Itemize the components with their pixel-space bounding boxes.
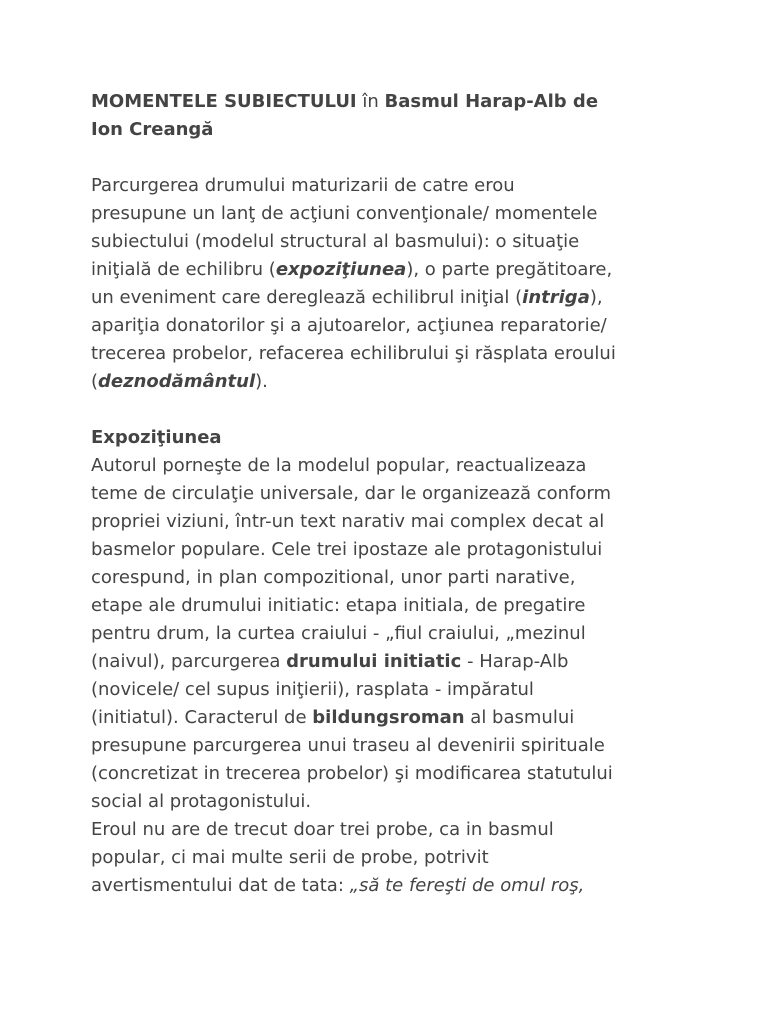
intro-line: (deznodământul).	[91, 371, 268, 392]
document-page	[91, 88, 711, 900]
section-line: Eroul nu are de trecut doar trei probe, ca in basmul	[91, 819, 554, 840]
section-line: etape ale drumului initiatic: etapa initiala, de pregatire	[91, 595, 586, 616]
section-line: (naivul), parcurgerea drumului initiatic - Harap-Alb	[91, 651, 569, 672]
section-line: (novicele/ cel supus iniţierii), rasplata - impăratul	[91, 679, 534, 700]
section-line: avertismentului dat de tata: „să te fereşti de omul roş,	[91, 875, 585, 896]
intro-line: trecerea probelor, refacerea echilibrului şi răsplata eroului	[91, 343, 616, 364]
term-bildungsroman: bildungsroman	[312, 707, 465, 728]
expozitiunea-section	[91, 424, 711, 900]
intro-line: un eveniment care dereglează echilibrul iniţial (intriga),	[91, 287, 603, 308]
section-line: presupune parcurgerea unui traseu al devenirii spirituale	[91, 735, 605, 756]
section-line: (initiatul). Caracterul de bildungsroman al basmului	[91, 707, 575, 728]
title-momentele: MOMENTELE SUBIECTULUI	[91, 91, 357, 112]
section-line: propriei viziuni, într-un text narativ mai complex decat al	[91, 511, 605, 532]
intro-line: apariţia donatorilor şi a ajutoarelor, acţiunea reparatorie/	[91, 315, 607, 336]
title-basmul: Basmul Harap-Alb de	[384, 91, 599, 112]
term-drumului-initiatic: drumului initiatic	[286, 651, 462, 672]
intro-paragraph	[91, 172, 711, 396]
section-heading: Expoziţiunea	[91, 427, 222, 448]
section-line: pentru drum, la curtea craiului - „fiul craiului, „mezinul	[91, 623, 586, 644]
section-line: Autorul porneşte de la modelul popular, reactualizeaza	[91, 455, 587, 476]
title-author: Ion Creangă	[91, 119, 214, 140]
term-expozitiunea: expoziţiunea	[275, 259, 407, 280]
section-line: popular, ci mai multe serii de probe, potrivit	[91, 847, 489, 868]
quote-text: „să te fereşti de omul roş,	[349, 875, 585, 896]
section-line: corespund, in plan compozitional, unor parti narative,	[91, 567, 576, 588]
intro-line: presupune un lanţ de acţiuni convenţionale/ momentele	[91, 203, 598, 224]
document-title	[91, 88, 711, 144]
term-deznodamantul: deznodământul	[98, 371, 256, 392]
section-line: social al protagonistului.	[91, 791, 312, 812]
section-line: basmelor populare. Cele trei ipostaze ale protagonistului	[91, 539, 603, 560]
section-line: (concretizat in trecerea probelor) şi modificarea statutului	[91, 763, 613, 784]
intro-line: Parcurgerea drumului maturizarii de catre erou	[91, 175, 515, 196]
title-in: în	[356, 91, 385, 112]
intro-line: iniţială de echilibru (expoziţiunea), o parte pregătitoare,	[91, 259, 613, 280]
term-intriga: intriga	[522, 287, 590, 308]
section-line: teme de circulaţie universale, dar le organizează conform	[91, 483, 612, 504]
intro-line: subiectului (modelul structural al basmului): o situaţie	[91, 231, 580, 252]
